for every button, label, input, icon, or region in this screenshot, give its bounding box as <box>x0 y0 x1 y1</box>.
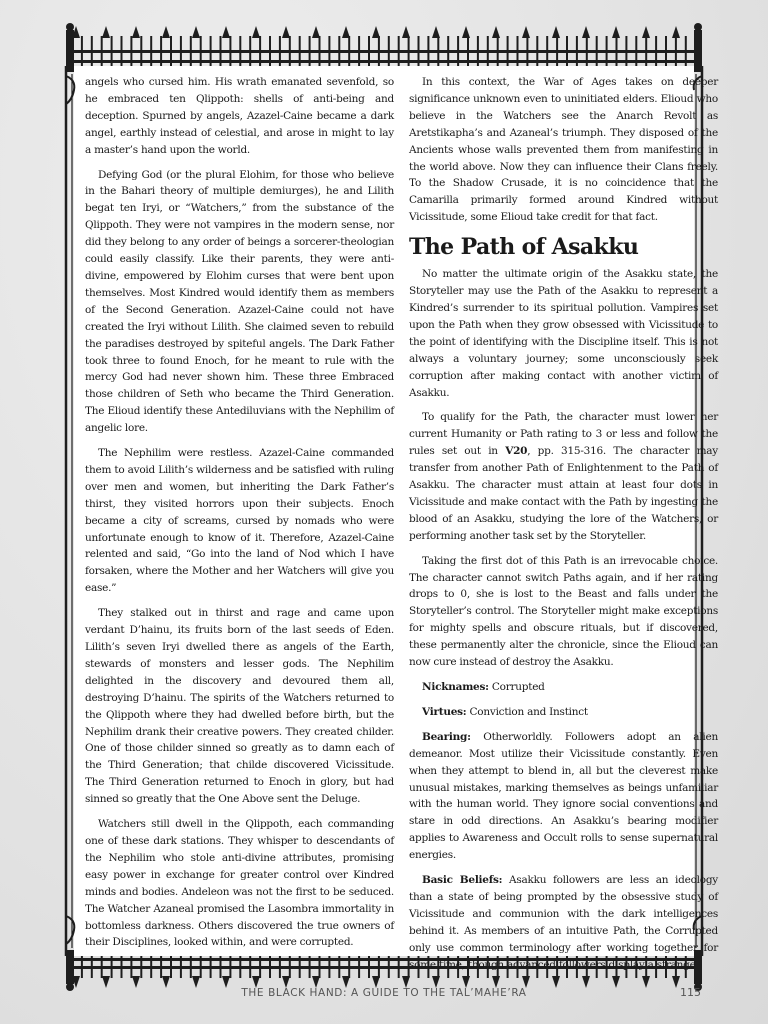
fence-bar <box>229 36 231 66</box>
spear-tip-icon <box>252 26 260 38</box>
fence-bar <box>130 36 132 66</box>
fence-bar <box>319 36 321 66</box>
bearing-entry <box>409 729 718 864</box>
fence-bar <box>526 36 528 66</box>
fence-bar <box>457 36 459 66</box>
fence-bar <box>606 36 608 66</box>
fence-bar <box>358 36 360 66</box>
body-paragraph: In this context, the War of Ages takes on deeper significance unknown even to uninitiated elders. Elioud who believe in the Watchers see the Anarch Revolt as Aretstikapha’s and Azaneal’s triumph. They disposed of the Ancients whose walls prevented them from manifesting in the world above. Now they can influence their Clans freely. To the Shadow Crusade, it is no coincidence that the Camarilla primarily formed around Kindred without Vicissitude, some Elioud take credit for that fact. <box>409 76 718 224</box>
book-reference: V20 <box>505 445 528 458</box>
text-run: To qualify for the Path, the character must lower her current Humanity or Path rating to 3 or less and follow the rules set out in <box>409 411 718 458</box>
fence-bar <box>338 36 340 66</box>
nicknames-entry <box>409 679 718 696</box>
post-finial-icon <box>694 23 702 31</box>
fence-bar <box>517 36 519 66</box>
fence-bar <box>616 36 618 66</box>
fence-bar <box>467 36 469 66</box>
fence-bar <box>170 36 172 66</box>
fence-bar <box>477 36 479 66</box>
post-finial-icon <box>66 23 74 31</box>
fence-bar <box>388 36 390 66</box>
fence-bar <box>249 36 251 66</box>
nicknames-value: Corrupted <box>488 681 545 693</box>
fence-bar <box>328 36 330 66</box>
fence-bar <box>121 36 123 66</box>
body-paragraph: No matter the ultimate origin of the Asakku state, the Storyteller may use the Path of the Asakku to represent a Kindred’s surrender to its spiritual pollution. Vampires set upon the Path when they grow obsessed with Vicissitude to the point of identifying with the Discipline itself. This is not always a voluntary journey; some unconsciously seek corruption after making contact with another victim of Asakku. <box>409 268 718 399</box>
fence-bar <box>180 36 182 66</box>
spear-tip-icon <box>402 26 410 38</box>
fence-post <box>66 30 74 72</box>
fence-bar <box>487 36 489 66</box>
fence-bar <box>220 36 222 66</box>
fence-bar <box>279 36 281 66</box>
fence-bar <box>675 36 677 66</box>
fence-bar <box>665 36 667 66</box>
spear-tip-icon <box>642 26 650 38</box>
fence-bar <box>239 36 241 66</box>
fence-bar <box>546 36 548 66</box>
fence-bar <box>566 36 568 66</box>
fence-bar <box>200 36 202 66</box>
left-text-column <box>85 74 394 959</box>
fence-bar <box>398 956 400 978</box>
bearing-value: Otherworldly. Followers adopt an alien demeanor. Most utilize their Vicissitude constantly. Even when they attempt to blend in, all but the cleverest make unusual mistakes, marking themselves as beings unfamiliar with the human world. They ignore social conventions and stare in odd directions. An Asakku’s bearing modifier applies to Awareness and Occult rolls to sense supernatural energies. <box>409 730 718 862</box>
spear-tip-icon <box>162 26 170 38</box>
fence-bar <box>81 956 83 978</box>
virtues-entry <box>409 704 718 721</box>
spear-tip-icon <box>462 26 470 38</box>
basic-beliefs-label: Basic Beliefs: <box>422 874 503 887</box>
fence-bar <box>556 36 558 66</box>
spear-tip-icon <box>582 26 590 38</box>
footer-book-title: THE BLACK HAND: A GUIDE TO THE TAL’MAHE’RA <box>241 987 527 999</box>
fence-bar <box>190 36 192 66</box>
spear-tip-icon <box>132 26 140 38</box>
spear-tip-icon <box>552 26 560 38</box>
fence-bar <box>398 36 400 66</box>
fence-bar <box>368 36 370 66</box>
fence-bar <box>685 36 687 66</box>
page-number: 115 <box>680 986 701 999</box>
fence-bar <box>536 36 538 66</box>
fence-bar <box>625 36 627 66</box>
basic-beliefs-value: Asakku followers are less an ideology than a state of being prompted by the obsessive study of Vicissitude and communion with the dark intelligences behind it. As members of an intuitive Path, the Corrupted only use common terminology after working together for some time, though advanced followers display a strange <box>409 874 718 971</box>
top-fence <box>66 23 702 72</box>
virtues-value: Conviction and Instinct <box>466 705 588 718</box>
body-paragraph: angels who cursed him. His wrath emanated sevenfold, so he embraced ten Qlippoth: shells of anti-being and deception. Spurned by angels, Azazel-Caine became a dark angel, earthly instead of celestial, and arose in might to lay a master’s hand upon the world. <box>85 76 394 156</box>
fence-bar <box>586 36 588 66</box>
fence-bar <box>299 36 301 66</box>
fence-bar <box>150 36 152 66</box>
spear-tip-icon <box>522 26 530 38</box>
fence-bar <box>81 36 83 66</box>
fence-bar <box>160 36 162 66</box>
fence-bar <box>596 36 598 66</box>
spear-tip-icon <box>312 26 320 38</box>
text-run: , pp. 315-316. The character may transfer from another Path of Enlightenment to the Path of Asakku. The character must attain at least four dots in Vicissitude and make contact with the Path by ingesting the blood of an Asakku, studying the lore of the Watchers, or performing another task set by the Storyteller. <box>409 445 718 542</box>
virtues-label: Virtues: <box>422 705 467 718</box>
right-text-column <box>409 74 718 982</box>
fence-bar <box>269 36 271 66</box>
body-paragraph <box>409 409 718 544</box>
spear-tip-icon <box>372 26 380 38</box>
fence-bar <box>259 36 261 66</box>
spear-tip-icon <box>192 26 200 38</box>
basic-beliefs-entry <box>409 872 718 973</box>
spear-tip-icon <box>222 26 230 38</box>
spear-tip-icon <box>102 26 110 38</box>
fence-post <box>694 30 702 72</box>
fence-bar <box>101 36 103 66</box>
spear-tip-icon <box>672 26 680 38</box>
nicknames-label: Nicknames: <box>422 681 489 693</box>
spear-tip-icon <box>282 26 290 38</box>
body-paragraph: The Nephilim were restless. Azazel-Caine commanded them to avoid Lilith’s wilderness and be satisfied with ruling over men and women, but inheriting the Dark Father’s thirst, they visited horrors upon their subjects. Enoch became a city of screams, cursed by nomads who were unfortunate enough to know of it. Therefore, Azazel-Caine relented and said, “Go into the land of Nod which I have forsaken, where the Mother and her Watchers will give you ease.” <box>85 447 394 595</box>
fence-bar <box>447 36 449 66</box>
fence-bar <box>437 36 439 66</box>
fence-bar <box>378 36 380 66</box>
fence-bar <box>140 36 142 66</box>
fence-bar <box>348 36 350 66</box>
fence-bar <box>408 36 410 66</box>
fence-bar <box>655 36 657 66</box>
fence-bar <box>289 36 291 66</box>
fence-bar <box>210 36 212 66</box>
fence-bar <box>91 36 93 66</box>
body-paragraph: Defying God (or the plural Elohim, for those who believe in the Bahari theory of multiple demiurges), he and Lilith begat ten Iryi, or “Watchers,” from the substance of the Qlippoth. They were not vampires in the modern sense, nor did they belong to any order of beings a sorcerer-theologian could easily classify. Like their parents, they were anti-divine, empowered by Elohim curses that were bent upon themselves. Most Kindred would identify them as members of the Second Generation. Azazel-Caine could not have created the Iryi without Lilith. She claimed seven to rebuild the paradises destroyed by spiteful angels. The Dark Father took three to found Enoch, for he meant to rule with the mercy God had never shown him. These three Embraced those children of Seth who became the Third Generation. The Elioud identify these Antediluvians with the Nephilim of angelic lore. <box>85 168 394 435</box>
body-paragraph: Taking the first dot of this Path is an irrevocable choice. The character cannot switch Paths again, and if her rating drops to 0, she is lost to the Beast and falls under the Storyteller’s control. The Storyteller might make exceptions for mighty spells and obscure rituals, but if discovered, these permanently alter the chronicle, since the Elioud can now cure instead of destroy the Asakku. <box>409 554 718 669</box>
fence-bar <box>418 36 420 66</box>
bearing-label: Bearing: <box>422 730 471 743</box>
fence-bar <box>635 36 637 66</box>
fence-bar <box>309 36 311 66</box>
fence-bar <box>111 36 113 66</box>
spear-tip-icon <box>432 26 440 38</box>
spear-tip-icon <box>492 26 500 38</box>
spear-tip-icon <box>342 26 350 38</box>
spear-tip-icon <box>612 26 620 38</box>
fence-bar <box>576 36 578 66</box>
fence-bar <box>645 36 647 66</box>
body-paragraph: Watchers still dwell in the Qlippoth, each commanding one of these dark stations. They whisper to descendants of the Nephilim who stole anti-divine attributes, promising easy power in exchange for greater control over Kindred minds and bodies. Andeleon was not the first to be seduced. The Watcher Azaneal promised the Lasombra immortality in bottomless darkness. Others discovered the true owners of their Disciplines, looked within, and were corrupted. <box>85 818 394 949</box>
body-paragraph: They stalked out in thirst and rage and came upon verdant D’hainu, its fruits born of the last seeds of Eden. Lilith’s seven Iryi dwelled there as angels of the Earth, stewards of monsters and lesser gods. The Nephilim delighted in the discovery and devoured them all, destroying D’hainu. The spirits of the Watchers returned to the Qlippoth where they had dwelled before birth, but the Nephilim drank their creative powers. They created childer. One of those childer sinned so greatly as to damn each of the Third Generation; that childe discovered Vicissitude. The Third Generation returned to Enoch in glory, but had sinned so greatly that the One Above sent the Deluge. <box>85 607 394 806</box>
fence-bar <box>427 36 429 66</box>
section-heading: The Path of Asakku <box>409 234 639 261</box>
fence-bar <box>497 36 499 66</box>
fence-bar <box>507 36 509 66</box>
